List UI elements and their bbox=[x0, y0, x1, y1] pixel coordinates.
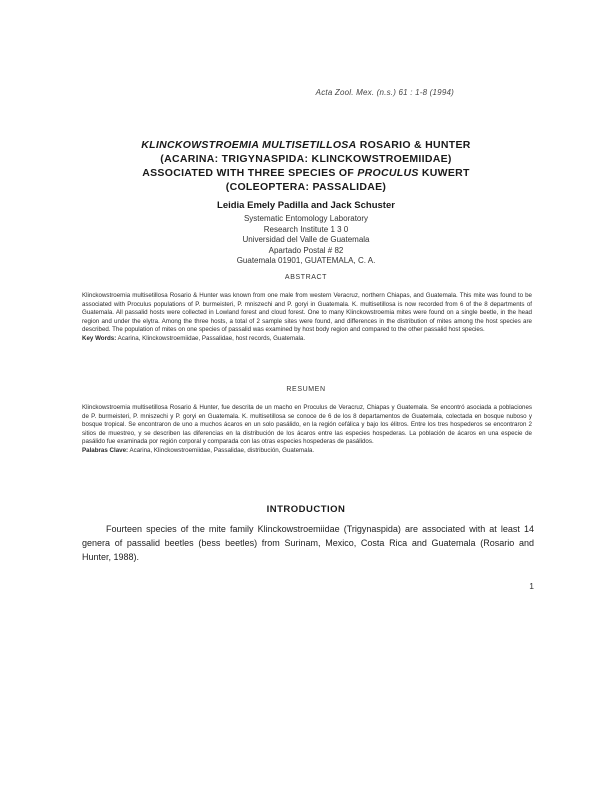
introduction-text: Fourteen species of the mite family Klinckowstroemiidae (Trigynaspida) are associated with at least 14 genera of passalid beetles (bess beetles) from Surinam, Mexico, Costa Rica and Guatemala (Rosario and Hunter, 1988). bbox=[82, 524, 534, 562]
title-line-2: (ACARINA: TRIGYNASPIDA: KLINCKOWSTROEMIIDAE) bbox=[160, 153, 452, 165]
affiliation bbox=[90, 214, 522, 267]
abstract-heading: ABSTRACT bbox=[284, 274, 328, 281]
resumen-text bbox=[82, 404, 532, 456]
resumen-keywords bbox=[82, 447, 532, 456]
palabras-clave-label: Palabras Clave: bbox=[82, 446, 129, 454]
article-title bbox=[90, 138, 522, 194]
title-genus-host: PROCULUS bbox=[357, 167, 419, 179]
affiliation-line: Research Institute 1 3 0 bbox=[263, 224, 349, 234]
affiliation-line: Apartado Postal # 82 bbox=[268, 245, 344, 255]
journal-reference: Acta Zool. Mex. (n.s.) 61 : 1-8 (1994) bbox=[315, 88, 454, 97]
title-line-1 bbox=[90, 138, 522, 152]
resumen-body: Klinckowstroemia multisetillosa Rosario & Hunter, fue descrita de un macho en Proculus de Veracruz, Chiapas y Guatemala. Se encontró asociada a poblaciones de P. burmeisteri, P. mniszechi y P. goryi en Guatemala. K. multisetillosa se conoce de 6 de los 8 departamentos de Guatemala, colectada en bosque nuboso y bosque tropical. Se encontraron de uno a muchos ácaros en un solo pasálido, en la región cefálica y bajo los élitros. Entre los tres hospederos se encontraron 2 sitios de muestreo, y se describen las diferencias en la distribución de los ácaros entre las especies hospederas. La población de ácaros en una especie de pasálido fue examinada por región corporal y comparada con las otras especies hospederas de pasálidos. bbox=[82, 404, 532, 446]
page-number: 1 bbox=[529, 581, 534, 591]
keywords-label: Key Words: bbox=[82, 334, 117, 342]
title-line-3 bbox=[90, 166, 522, 180]
introduction-heading: INTRODUCTION bbox=[266, 504, 346, 515]
abstract-keywords bbox=[82, 335, 532, 344]
authors: Leidia Emely Padilla and Jack Schuster bbox=[217, 200, 395, 211]
abstract-text bbox=[82, 292, 532, 344]
resumen-heading: RESUMEN bbox=[286, 386, 326, 393]
affiliation-line: Systematic Entomology Laboratory bbox=[243, 214, 369, 223]
title-line-3-pre: ASSOCIATED WITH THREE SPECIES OF bbox=[142, 167, 358, 179]
palabras-clave-list: Acarina, Klinckowstroemiidae, Passalidae, distribución, Guatemala. bbox=[128, 446, 315, 454]
affiliation-line: Universidad del Valle de Guatemala bbox=[242, 235, 370, 244]
title-line-4: (COLEOPTERA: PASSALIDAE) bbox=[225, 181, 387, 193]
title-line-3-post: KUWERT bbox=[418, 167, 470, 179]
title-genus-species: KLINCKOWSTROEMIA MULTISETILLOSA bbox=[141, 139, 357, 151]
abstract-body: Klinckowstroemia multisetillosa Rosario & Hunter was known from one male from western Veracruz, northern Chiapas, and Guatemala. This mite was found to be associated with Proculus populations of P. burmeisteri, P. mniszechi and P. goryi in Guatemala. K. multisetillosa is now recorded from 6 of the 8 departments of Guatemala. All passalid hosts were collected in Lowland forest and cloud forest. One to many Klinckowstroemia mites were found on a single beetle, in the head region and under the elytra. Among the three hosts, a total of 2 sample sites were found, and differences in the distribution of mites among the host species are described. The population of mites on one species of passalid was examined by host body region and compared to the other passalid host species. bbox=[82, 292, 532, 334]
keywords-list: Acarina, Klinckowstroemiidae, Passalidae, host records, Guatemala. bbox=[116, 334, 306, 342]
title-authority: ROSARIO & HUNTER bbox=[356, 139, 471, 151]
affiliation-line: Guatemala 01901, GUATEMALA, C. A. bbox=[236, 256, 376, 265]
